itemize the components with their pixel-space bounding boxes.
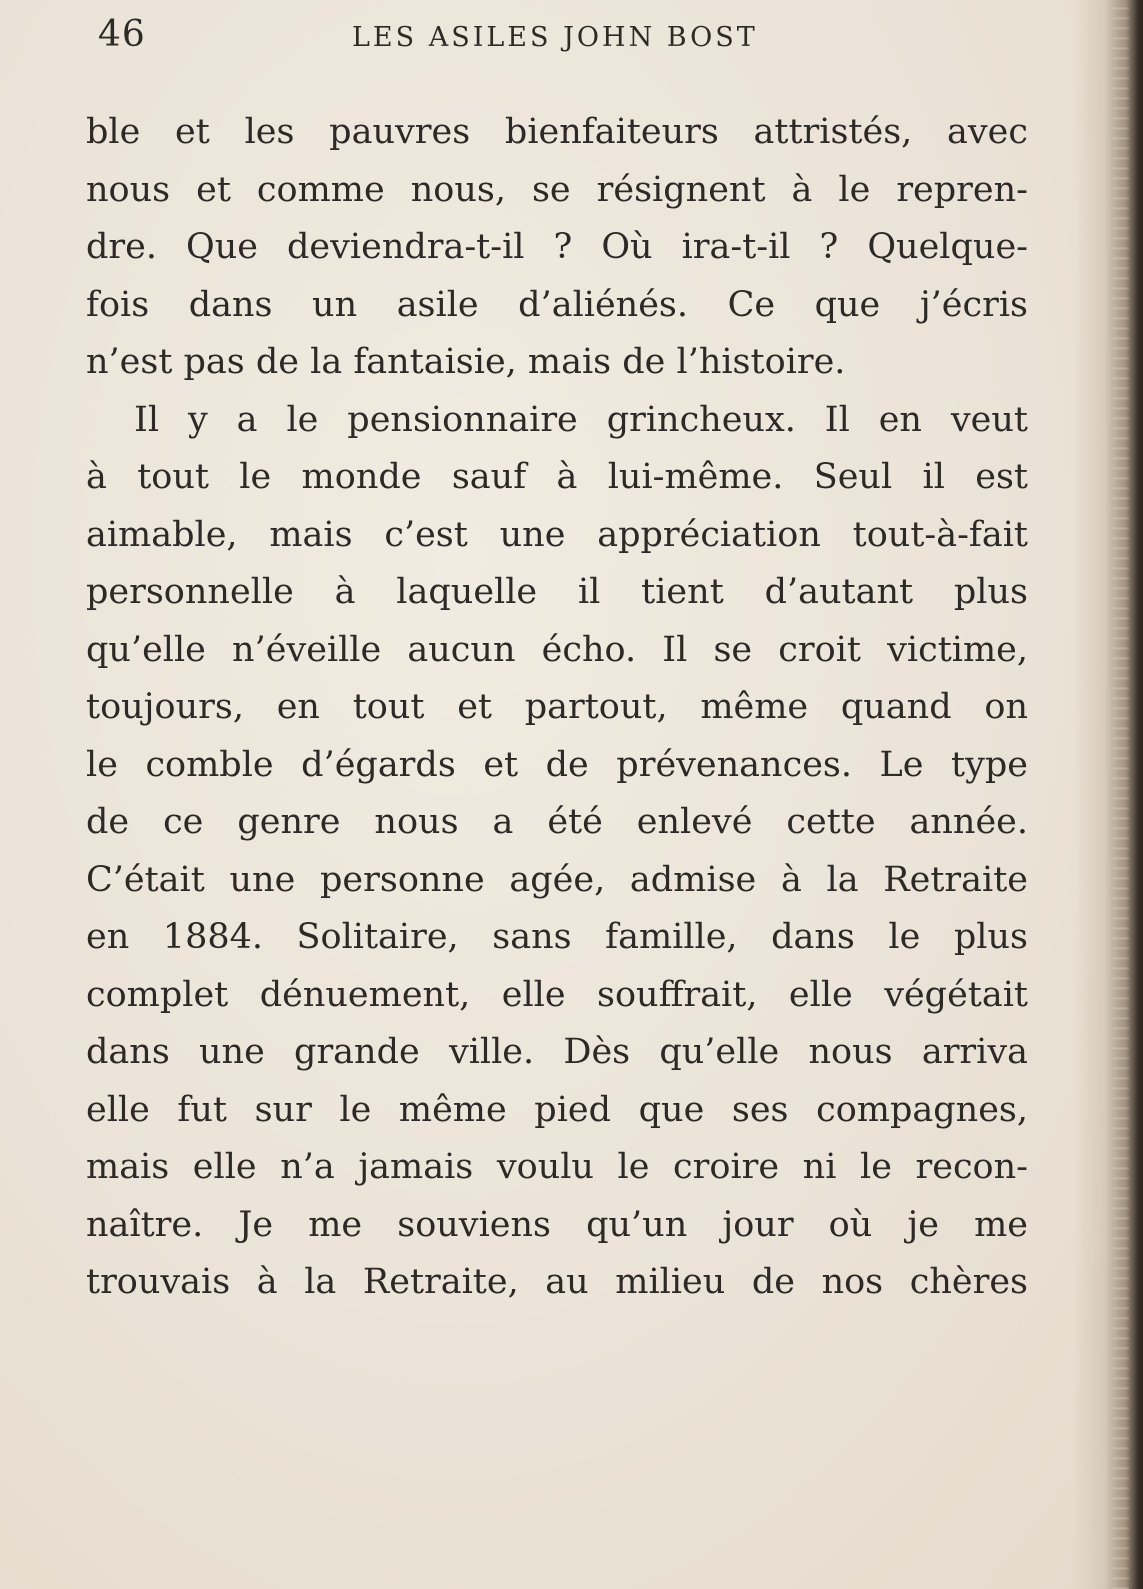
text-line: complet dénuement, elle souffrait, elle végétait [86,974,1028,1015]
text-line: qu’elle n’éveille aucun écho. Il se croit victime, [86,629,1028,670]
text-line: trouvais à la Retraite, au milieu de nos chères [86,1262,1028,1302]
text-line: fois dans un asile d’aliénés. Ce que j’écris [86,284,1028,325]
text-line: nous et comme nous, se résignent à le repren- [86,169,1028,210]
text-line: n’est pas de la fantaisie, mais de l’histoire. [86,342,846,382]
page-number: 46 [98,14,146,55]
text-line: naître. Je me souviens qu’un jour où je me [86,1204,1028,1245]
text-line: à tout le monde sauf à lui-même. Seul il est [86,457,1028,497]
text-line: ble et les pauvres bienfaiteurs attristés, avec [86,112,1028,152]
text-line: elle fut sur le même pied que ses compagnes, [86,1089,1028,1130]
page-edge-texture [1113,0,1129,1589]
running-title: LES ASILES JOHN BOST [352,22,758,53]
page-header [0,14,1070,64]
text-line: dans une grande ville. Dès qu’elle nous arriva [86,1032,1028,1072]
text-line: personnelle à laquelle il tient d’autant plus [86,572,1028,612]
text-line: aimable, mais c’est une appréciation tout-à-fait [86,514,1028,555]
body-text [86,104,1028,1312]
page-edge-shadow [1073,0,1143,1589]
text-line: mais elle n’a jamais voulu le croire ni le recon- [86,1147,1028,1187]
text-line: toujours, en tout et partout, même quand on [86,687,1028,727]
text-line: le comble d’égards et de prévenances. Le type [86,744,1028,785]
paragraph-first-line: Il y a le pensionnaire grincheux. Il en veut [134,399,1028,440]
text-line: de ce genre nous a été enlevé cette année. [86,802,1028,842]
text-line: C’était une personne agée, admise à la Retraite [86,859,1028,900]
text-line: dre. Que deviendra-t-il ? Où ira-t-il ? Quelque- [86,227,1028,267]
text-line: en 1884. Solitaire, sans famille, dans le plus [86,917,1028,957]
